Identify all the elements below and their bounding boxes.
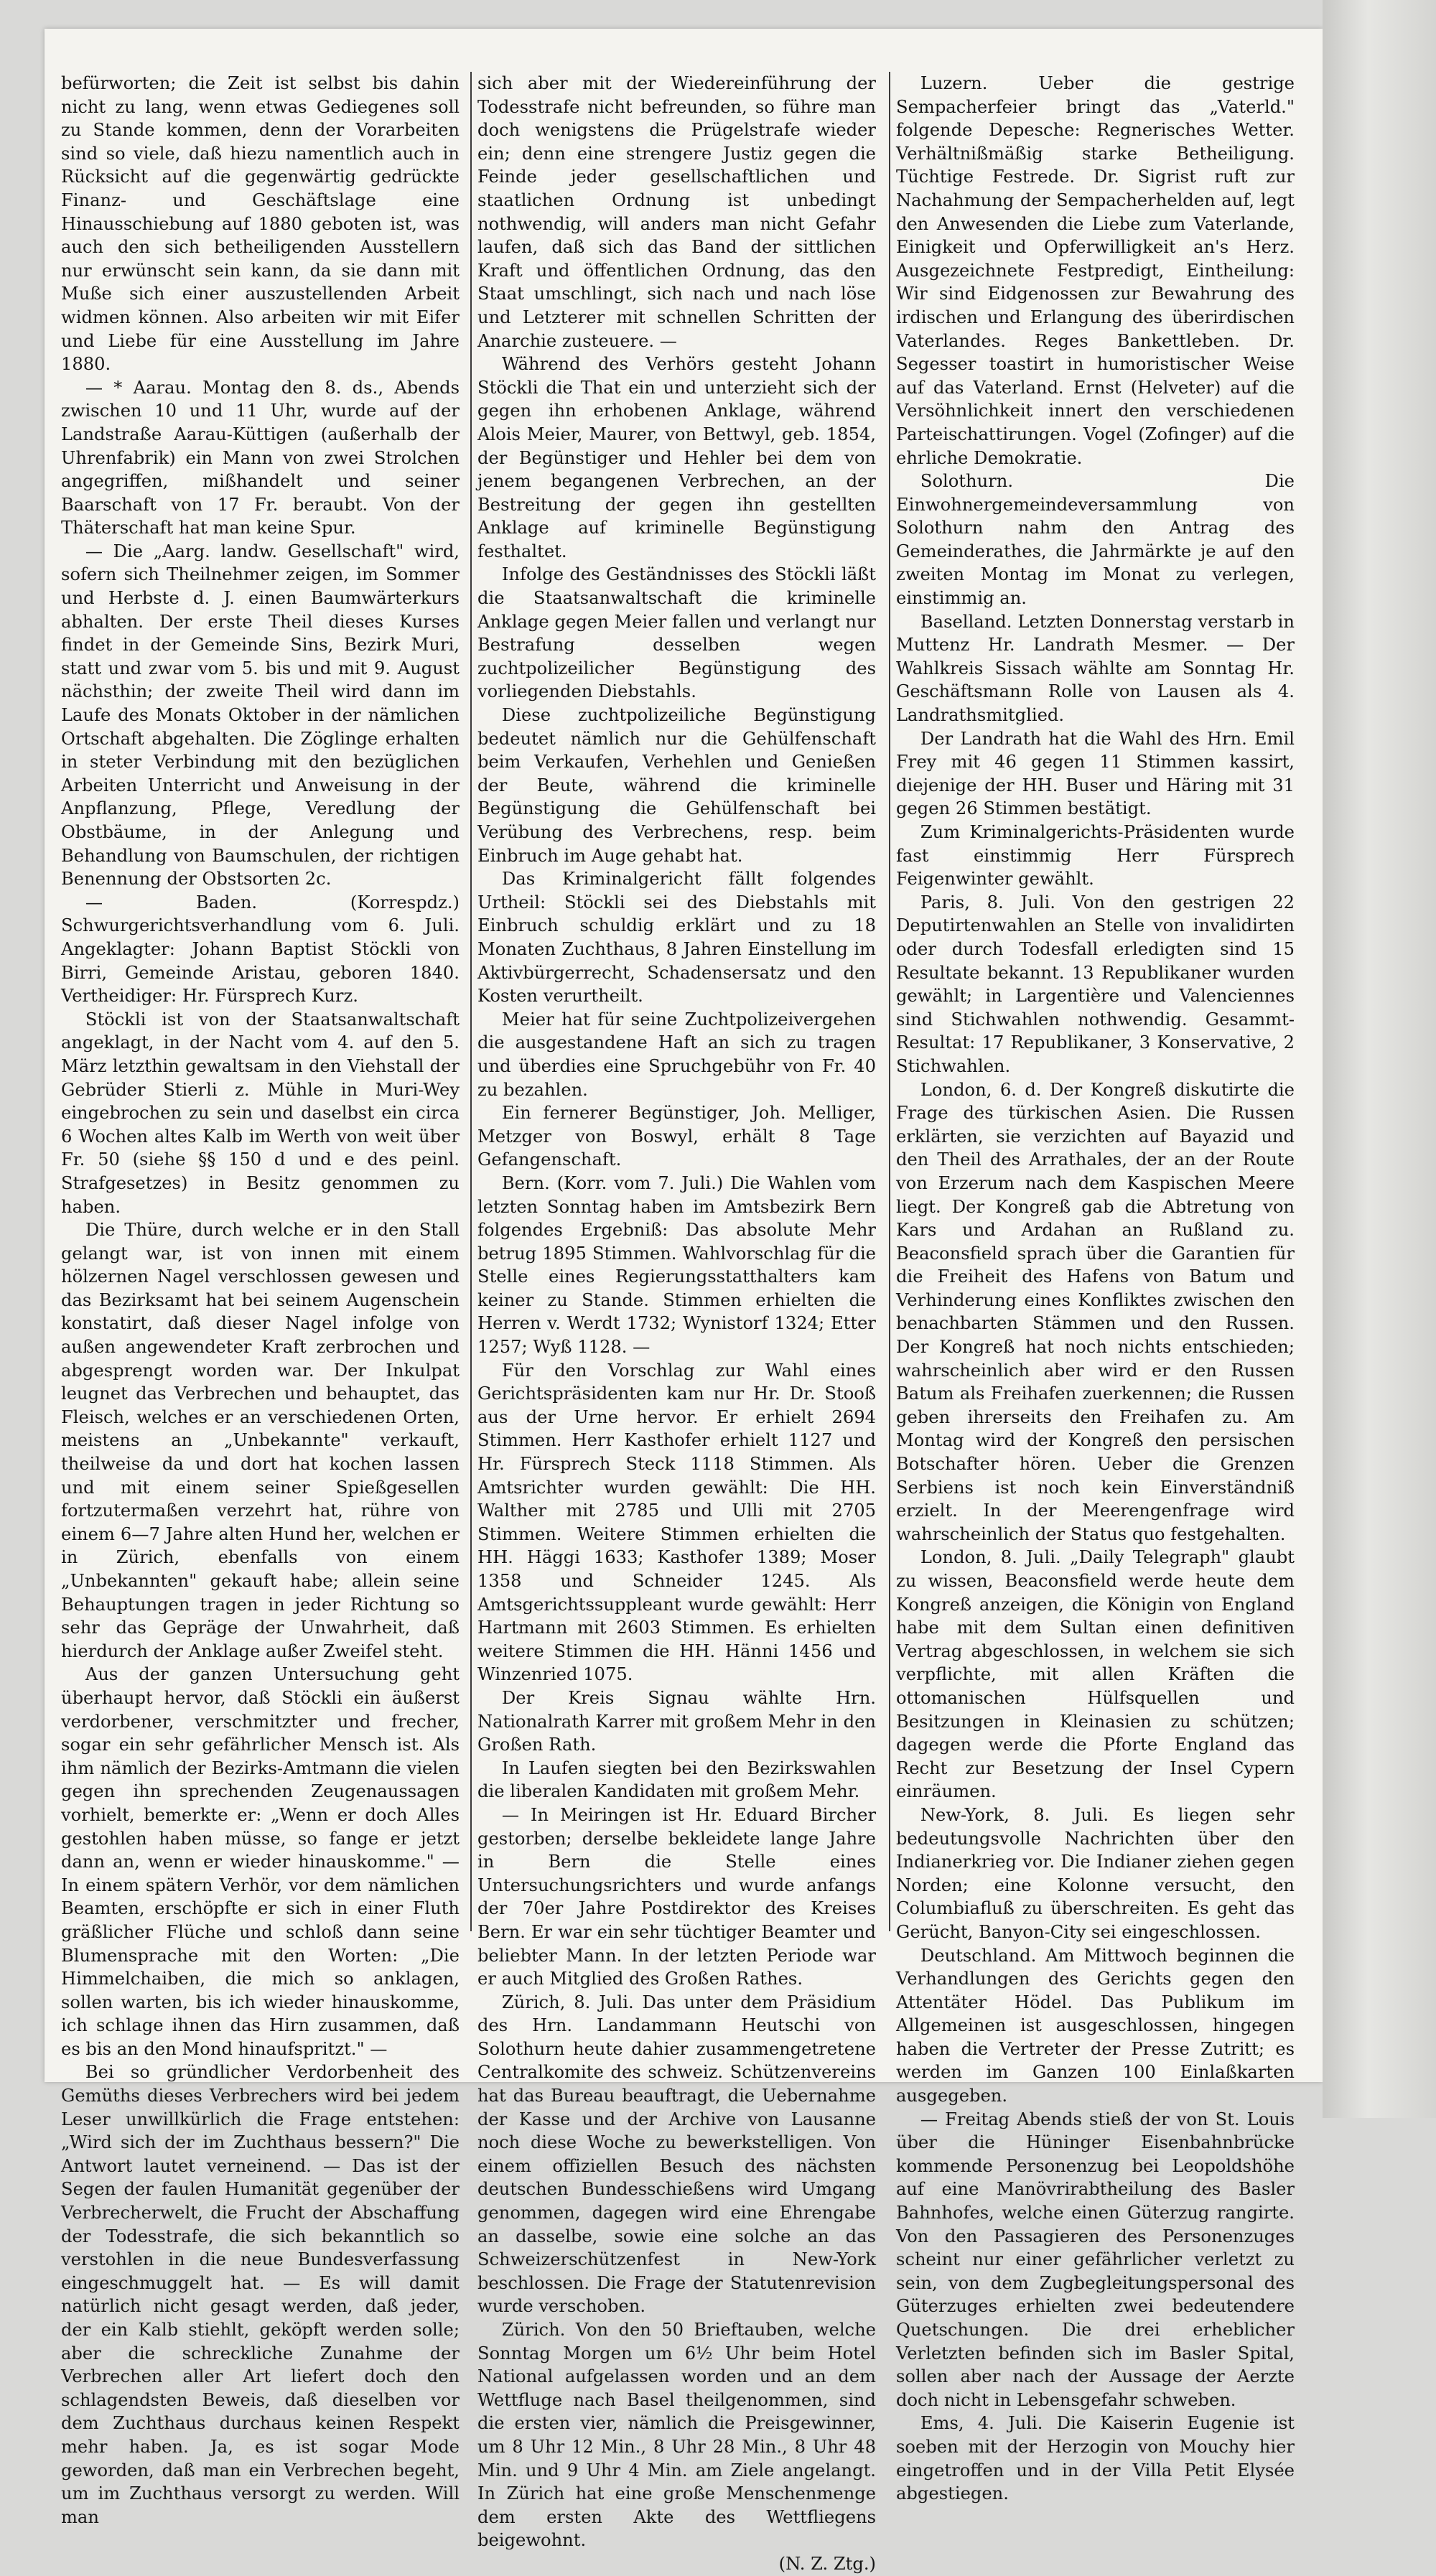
article-paragraph: — Baden. (Korrespdz.) Schwurgerichtsverhandlung vom 6. Juli. Angeklagter: Johann Baptist Stöckli von Birri, Gemeinde Aristau, geboren 1840. Vertheidiger: Hr. Fürsprech Kurz. [61, 892, 460, 1007]
article-paragraph: Ein fernerer Begünstiger, Joh. Melliger, Metzger von Boswyl, erhält 8 Tage Gefangenschaft. [477, 1103, 876, 1170]
text-column-2 [477, 72, 876, 2574]
article-paragraph: Infolge des Geständnisses des Stöckli läßt die Staatsanwaltschaft die kriminelle Anklage gegen Meier fallen und verlangt nur Bestrafung desselben wegen zuchtpolizeilicher Begünstigung des vorliegenden Diebstahls. [477, 564, 876, 702]
article-paragraph: Solothurn. Die Einwohnergemeindeversammlung von Solothurn nahm den Antrag des Gemeinderathes, die Jahrmärkte je auf den zweiten Montag im Monat zu verlegen, einstimmig an. [896, 471, 1295, 609]
article-paragraph: sich aber mit der Wiedereinführung der Todesstrafe nicht befreunden, so führe man doch wenigstens die Prügelstrafe wieder ein; denn eine strengere Justiz gegen die Feinde jeder gesellschaftlichen und staatlichen Ordnung ist unbedingt nothwendig, will anders man nicht Gefahr laufen, daß sich das Band der sittlichen Kraft und öffentlichen Ordnung, das den Staat umschlingt, sich nach und nach löse und Letzterer mit schnellen Schritten der Anarchie zusteuere. — [477, 73, 876, 351]
text-column-1 [61, 72, 460, 2527]
article-paragraph: Das Kriminalgericht fällt folgendes Urtheil: Stöckli sei des Diebstahls mit Einbruch schuldig erklärt und zu 18 Monaten Zuchthaus, 8 Jahren Einstellung im Aktivbürgerrecht, Schadensersatz und den Kosten verurtheilt. [477, 869, 876, 1007]
article-paragraph: Ems, 4. Juli. Die Kaiserin Eugenie ist soeben mit der Herzogin von Mouchy hier eingetroffen und in der Villa Petit Elysée abgestiegen. [896, 2413, 1295, 2504]
article-paragraph: Luzern. Ueber die gestrige Sempacherfeier bringt das „Vaterld." folgende Depesche: Regnerisches Wetter. Verhältnißmäßig starke Betheiligung. Tüchtige Festrede. Dr. Sigrist ruft zur Nachahmung der Sempacherhelden auf, legt den Anwesenden die Liebe zum Vaterlande, Einigkeit und Opferwilligkeit an's Herz. Ausgezeichnete Festpredigt, Eintheilung: Wir sind Eidgenossen zur Bewahrung des irdischen und Erlangung des überirdischen Vaterlandes. Reges Bankettleben. Dr. Segesser toastirt in humoristischer Weise auf das Vaterland. Ernst (Helveter) auf die Versöhnlichkeit innert den verschiedenen Parteischattirungen. Vogel (Zofinger) auf die ehrliche Demokratie. [896, 73, 1295, 468]
article-paragraph: Für den Vorschlag zur Wahl eines Gerichtspräsidenten kam nur Hr. Dr. Stooß aus der Urne hervor. Er erhielt 2694 Stimmen. Herr Kasthofer erhielt 1127 und Hr. Fürsprech Steck 1118 Stimmen. Als Amtsrichter wurden gewählt: Die HH. Walther mit 2785 und Ulli mit 2705 Stimmen. Weitere Stimmen erhielten die HH. Häggi 1633; Kasthofer 1389; Moser 1358 und Schneider 1245. Als Amtsgerichtssuppleant wurde gewählt: Herr Hartmann mit 2603 Stimmen. Es erhielten weitere Stimmen die HH. Hänni 1456 und Winzenried 1075. [477, 1360, 876, 1685]
article-paragraph: London, 6. d. Der Kongreß diskutirte die Frage des türkischen Asien. Die Russen erklärten, sie verzichten auf Bayazid und den Theil des Arrathales, der an der Route von Erzerum nach dem Kaspischen Meere liegt. Der Kongreß gab die Abtretung von Kars und Ardahan an Rußland zu. Beaconsfield sprach über die Garantien für die Freiheit des Hafens von Batum und Verhinderung eines Konfliktes zwischen den benachbarten Stämmen und den Russen. Der Kongreß hat noch nichts entschieden; wahrscheinlich aber wird er den Russen Batum als Freihafen zuerkennen; die Russen geben ihrerseits den Freihafen zu. Am Montag wird der Kongreß den persischen Botschafter hören. Ueber die Grenzen Serbiens ist noch kein Einverständniß erzielt. In der Meerengenfrage wird wahrscheinlich der Status quo festgehalten. [896, 1079, 1295, 1544]
source-credit: (N. Z. Ztg.) [778, 2553, 876, 2574]
article-paragraph: Paris, 8. Juli. Von den gestrigen 22 Deputirtenwahlen an Stelle von invalidirten oder durch Todesfall erledigten sind 15 Resultate bekannt. 13 Republikaner wurden gewählt; in Largentière und Valenciennes sind Stichwahlen nothwendig. Gesammt-Resultat: 17 Republikaner, 3 Konservative, 2 Stichwahlen. [896, 892, 1295, 1076]
column-divider [889, 72, 890, 1931]
article-paragraph: In Laufen siegten bei den Bezirkswahlen die liberalen Kandidaten mit großem Mehr. [477, 1758, 876, 1802]
page-edge [1323, 0, 1436, 2118]
article-paragraph: New-York, 8. Juli. Es liegen sehr bedeutungsvolle Nachrichten über den Indianerkrieg vor. Die Indianer ziehen gegen Norden; eine Kolonne versucht, den Columbiafluß zu überschreiten. Es geht das Gerücht, Banyon-City sei eingeschlossen. [896, 1804, 1295, 1942]
article-paragraph: Meier hat für seine Zuchtpolizeivergehen die ausgestandene Haft an sich zu tragen und überdies eine Spruchgebühr von Fr. 40 zu bezahlen. [477, 1009, 876, 1100]
article-paragraph: Diese zuchtpolizeiliche Begünstigung bedeutet nämlich nur die Gehülfenschaft beim Verkaufen, Verhehlen und Genießen der Beute, während die kriminelle Begünstigung die Gehülfenschaft bei Verübung des Verbrechens, resp. beim Einbruch im Auge gehabt hat. [477, 705, 876, 866]
article-paragraph: Der Kreis Signau wählte Hrn. Nationalrath Karrer mit großem Mehr in den Großen Rath. [477, 1687, 876, 1755]
article-paragraph: Während des Verhörs gesteht Johann Stöckli die That ein und unterzieht sich der gegen ihn erhobenen Anklage, während Alois Meier, Maurer, von Bettwyl, geb. 1854, der Begünstiger und Hehler bei dem von jenem begangenen Verbrechen, an der Bestreitung der gegen ihn gestellten Anklage auf kriminelle Begünstigung festhaltet. [477, 354, 876, 561]
article-paragraph: Die Thüre, durch welche er in den Stall gelangt war, ist von innen mit einem hölzernen Nagel verschlossen gewesen und das Bezirksamt hat bei seinem Augenschein konstatirt, daß dieser Nagel infolge von außen angewendeter Kraft zerbrochen und abgesprengt worden war. Der Inkulpat leugnet das Verbrechen und behauptet, das Fleisch, welches er an verschiedenen Orten, meistens an „Unbekannte" verkauft, theilweise da und dort hat kochen lassen und mit einem seiner Spießgesellen fortzutermaßen verzehrt hat, rühre von einem 6—7 Jahre alten Hund her, welchen er in Zürich, ebenfalls von einem „Unbekannten" gekauft habe; allein seine Behauptungen tragen in jeder Richtung so sehr das Gepräge der Unwahrheit, daß hierdurch der Anklage außer Zweifel steht. [61, 1220, 460, 1661]
article-paragraph: Zürich, 8. Juli. Das unter dem Präsidium des Hrn. Landammann Heutschi von Solothurn heute dahier zusammengetretene Centralkomite des schweiz. Schützenvereins hat das Bureau beauftragt, die Uebernahme der Kasse und der Archive von Lausanne noch diese Woche zu bewerkstelligen. Von einem offiziellen Besuch des nächsten deutschen Bundesschießens wird Umgang genommen, dagegen wird eine Ehrengabe an dasselbe, sowie eine solche an das Schweizerschützenfest in New-York beschlossen. Die Frage der Statutenrevision wurde verschoben. [477, 1992, 876, 2317]
article-paragraph: Baselland. Letzten Donnerstag verstarb in Muttenz Hr. Landrath Mesmer. — Der Wahlkreis Sissach wählte am Sonntag Hr. Geschäftsmann Rolle von Lausen als 4. Landrathsmitglied. [896, 611, 1295, 726]
article-paragraph: London, 8. Juli. „Daily Telegraph" glaubt zu wissen, Beaconsfield werde heute dem Kongreß anzeigen, die Königin von England habe mit dem Sultan einen definitiven Vertrag abgeschlossen, in welchem sie sich verpflichte, mit allen Kräften die ottomanischen Hülfsquellen und Besitzungen in Kleinasien zu schützen; dagegen werde die Pforte England das Recht zur Besetzung der Insel Cypern einräumen. [896, 1547, 1295, 1802]
article-paragraph: Stöckli ist von der Staatsanwaltschaft angeklagt, in der Nacht vom 4. auf den 5. März letzthin gewaltsam in den Viehstall der Gebrüder Stierli z. Mühle in Muri-Wey eingebrochen zu sein und daselbst ein circa 6 Wochen altes Kalb im Werth von weit über Fr. 50 (siehe §§ 150 d und e des peinl. Strafgesetzes) in Besitz genommen zu haben. [61, 1009, 460, 1217]
article-paragraph: befürworten; die Zeit ist selbst bis dahin nicht zu lang, wenn etwas Gediegenes soll zu Stande kommen, denn der Vorarbeiten sind so viele, daß hiezu namentlich auch in Rücksicht auf die gegenwärtig gedrückte Finanz- und Geschäftslage eine Hinausschiebung auf 1880 geboten ist, was auch den sich betheiligenden Ausstellern nur erwünscht sein kann, da sie dann mit Muße sich einer auszustellenden Arbeit widmen können. Also arbeiten wir mit Eifer und Liebe für eine Ausstellung im Jahre 1880. [61, 73, 460, 375]
article-paragraph: — In Meiringen ist Hr. Eduard Bircher gestorben; derselbe bekleidete lange Jahre in Bern die Stelle eines Untersuchungsrichters und wurde anfangs der 70er Jahre Postdirektor des Kreises Bern. Er war ein sehr tüchtiger Beamter und beliebter Mann. In der letzten Periode war er auch Mitglied des Großen Rathes. [477, 1804, 876, 1989]
article-paragraph: Der Landrath hat die Wahl des Hrn. Emil Frey mit 46 gegen 11 Stimmen kassirt, diejenige der HH. Buser und Häring mit 31 gegen 26 Stimmen bestätigt. [896, 728, 1295, 819]
article-paragraph: Zürich. Von den 50 Brieftauben, welche Sonntag Morgen um 6½ Uhr beim Hotel National aufgelassen worden und an dem Wettfluge nach Basel theilgenommen, sind die ersten vier, nämlich die Preisgewinner, um 8 Uhr 12 Min., 8 Uhr 28 Min., 8 Uhr 48 Min. und 9 Uhr 4 Min. am Ziele angelangt. In Zürich hat eine große Menschenmenge dem ersten Akte des Wettfliegens beigewohnt. [477, 2320, 876, 2551]
article-paragraph: — Die „Aarg. landw. Gesellschaft" wird, sofern sich Theilnehmer zeigen, im Sommer und Herbste d. J. einen Baumwärterkurs abhalten. Der erste Theil dieses Kurses findet in der Gemeinde Sins, Bezirk Muri, statt und zwar vom 5. bis und mit 9. August nächsthin; der zweite Theil wird dann im Laufe des Monats Oktober in der nämlichen Ortschaft abgehalten. Die Zöglinge erhalten in steter Verbindung mit den bezüglichen Arbeiten Unterricht und Anweisung in der Anpflanzung, Pflege, Veredlung der Obstbäume, in der Anlegung und Behandlung von Baumschulen, der richtigen Benennung der Obstsorten 2c. [61, 541, 460, 890]
article-paragraph: — Freitag Abends stieß der von St. Louis über die Hüninger Eisenbahnbrücke kommende Personenzug bei Leopoldshöhe auf eine Manövrirabtheilung des Basler Bahnhofes, welche einen Güterzug rangirte. Von den Passagieren des Personenzuges scheint nur einer gefährlicher verletzt zu sein, von dem Zugbegleitungspersonal des Güterzuges erhielten zwei bedeutendere Quetschungen. Die drei erheblicher Verletzten befinden sich im Basler Spital, sollen aber nach der Aussage der Aerzte doch nicht in Lebensgefahr schweben. [896, 2109, 1295, 2410]
article-paragraph: Deutschland. Am Mittwoch beginnen die Verhandlungen des Gerichts gegen den Attentäter Hödel. Das Publikum im Allgemeinen ist ausgeschlossen, hingegen haben die Vertreter der Presse Zutritt; es werden im Ganzen 100 Einlaßkarten ausgegeben. [896, 1945, 1295, 2106]
text-column-3 [896, 72, 1295, 2504]
column-divider [470, 72, 472, 1931]
article-paragraph: Bei so gründlicher Verdorbenheit des Gemüths dieses Verbrechers wird bei jedem Leser unwillkürlich die Frage entstehen: „Wird sich der im Zuchthaus bessern?" Die Antwort lautet verneinend. — Das ist der Segen der faulen Humanität gegenüber der Verbrecherwelt, die Frucht der Abschaffung der Todesstrafe, die sich bekanntlich so verstohlen in die neue Bundesverfassung eingeschmuggelt hat. — Es will damit natürlich nicht gesagt werden, daß jeder, der ein Kalb stiehlt, geköpft werden solle; aber die schreckliche Zunahme der Verbrechen aller Art liefert doch den schlagendsten Beweis, daß dieselben vor dem Zuchthaus durchaus keinen Respekt mehr haben. Ja, es ist sogar Mode geworden, daß man ein Verbrechen begeht, um im Zuchthaus versorgt zu werden. Will man [61, 2062, 460, 2527]
article-paragraph: — * Aarau. Montag den 8. ds., Abends zwischen 10 und 11 Uhr, wurde auf der Landstraße Aarau-Küttigen (außerhalb der Uhrenfabrik) ein Mann von zwei Strolchen angegriffen, mißhandelt und seiner Baarschaft von 17 Fr. beraubt. Von der Thäterschaft hat man keine Spur. [61, 377, 460, 538]
article-paragraph: Aus der ganzen Untersuchung geht überhaupt hervor, daß Stöckli ein äußerst verdorbener, verschmitzter und frecher, sogar ein sehr gefährlicher Mensch ist. Als ihm nämlich der Bezirks-Amtmann die vielen gegen ihn sprechenden Zeugenaussagen vorhielt, bemerkte er: „Wenn er doch Alles gestohlen haben müsse, so fange er jetzt dann an, wenn er wieder hinauskomme." — In einem spätern Verhör, vor dem nämlichen Beamten, erschöpfte er sich in einer Fluth gräßlicher Flüche und schloß dann seine Blumensprache mit den Worten: „Die Himmelchaiben, die mich so anklagen, sollen warten, bis ich wieder hinauskomme, ich schlage ihnen das Hirn zusammen, daß es bis an den Mond hinaufspritzt." — [61, 1664, 460, 2059]
article-paragraph: Bern. (Korr. vom 7. Juli.) Die Wahlen vom letzten Sonntag haben im Amtsbezirk Bern folgendes Ergebniß: Das absolute Mehr betrug 1895 Stimmen. Wahlvorschlag für die Stelle eines Regierungsstatthalters kam keiner zu Stande. Stimmen erhielten die Herren v. Werdt 1732; Wynistorf 1324; Etter 1257; Wyß 1128. — [477, 1172, 876, 1358]
article-paragraph: Zum Kriminalgerichts-Präsidenten wurde fast einstimmig Herr Fürsprech Feigenwinter gewählt. [896, 822, 1295, 890]
